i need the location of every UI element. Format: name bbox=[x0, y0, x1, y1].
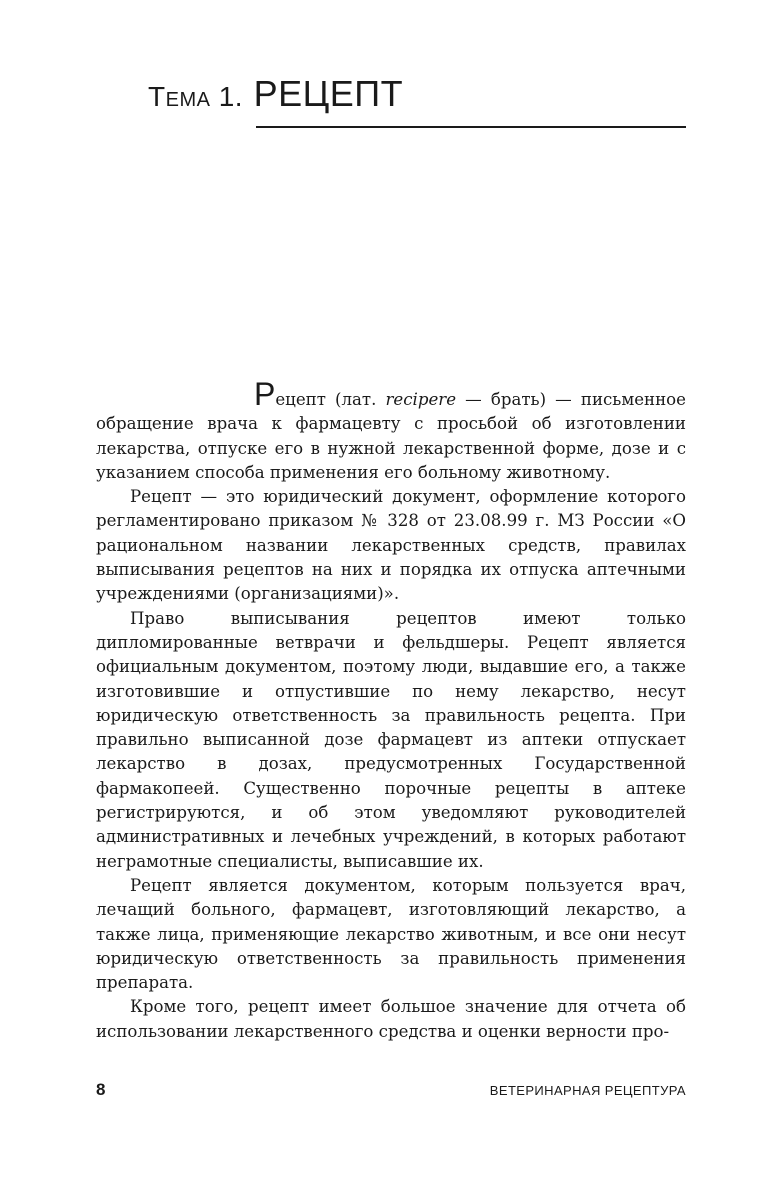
chapter-prefix: Тема 1. bbox=[148, 81, 244, 112]
paragraph-responsibility: Рецепт является документом, которым пользуется врач, лечащий больного, фармацевт, изготовляющий лекарство, а также лица, применяющие лекарство животным, и все они несут юридическую ответственность за правильность применения препарата. bbox=[96, 875, 686, 993]
paragraph-prescribing-rights: Право выписывания рецептов имеют только дипломированные ветврачи и фельдшеры. Рецепт является официальным документом, поэтому люди, выдавшие его, а также изготовившие и отпустившие по нему лекарство, несут юридическую ответственность за правильность рецепта. При правильно выписанной дозе фармацевт из аптеки отпускает лекарство в дозах, предусмотренных Государственной фармакопеей. Существенно порочные рецепты в аптеке регистрируются, и об этом уведомляют руководителей административных и лечебных учреждений, в которых работают неграмотные специалисты, выписавшие их. bbox=[96, 608, 686, 871]
paragraph-reporting: Кроме того, рецепт имеет большое значение для отчета об использовании лекарственного средства и оценки верности про- bbox=[96, 997, 686, 1041]
title-underline bbox=[256, 126, 686, 128]
page-number: 8 bbox=[96, 1080, 106, 1099]
body-text bbox=[96, 376, 686, 1044]
paragraph-definition-start: ецепт (лат. bbox=[275, 390, 386, 409]
paragraph-definition bbox=[96, 376, 686, 485]
chapter-title bbox=[148, 72, 403, 119]
latin-term: recipere bbox=[385, 390, 457, 409]
running-footer-title: ВЕТЕРИНАРНАЯ РЕЦЕПТУРА bbox=[489, 1083, 686, 1098]
paragraph-definition-rest: — брать) — письменное обращение врача к фармацевту с просьбой об изготовлении лекарства, отпуске его в нужной лекарственной форме, дозе и с указанием способа применения его больному животному. bbox=[96, 390, 686, 482]
drop-cap: Р bbox=[254, 376, 276, 412]
chapter-name: РЕЦЕПТ bbox=[253, 73, 404, 114]
paragraph-legal-document: Рецепт — это юридический документ, оформление которого регламентировано приказом № 328 от 23.08.99 г. МЗ России «О рациональном названии лекарственных средств, правилах выписывания рецептов на них и порядка их отпуска аптечными учреждениями (организациями)». bbox=[96, 487, 686, 604]
